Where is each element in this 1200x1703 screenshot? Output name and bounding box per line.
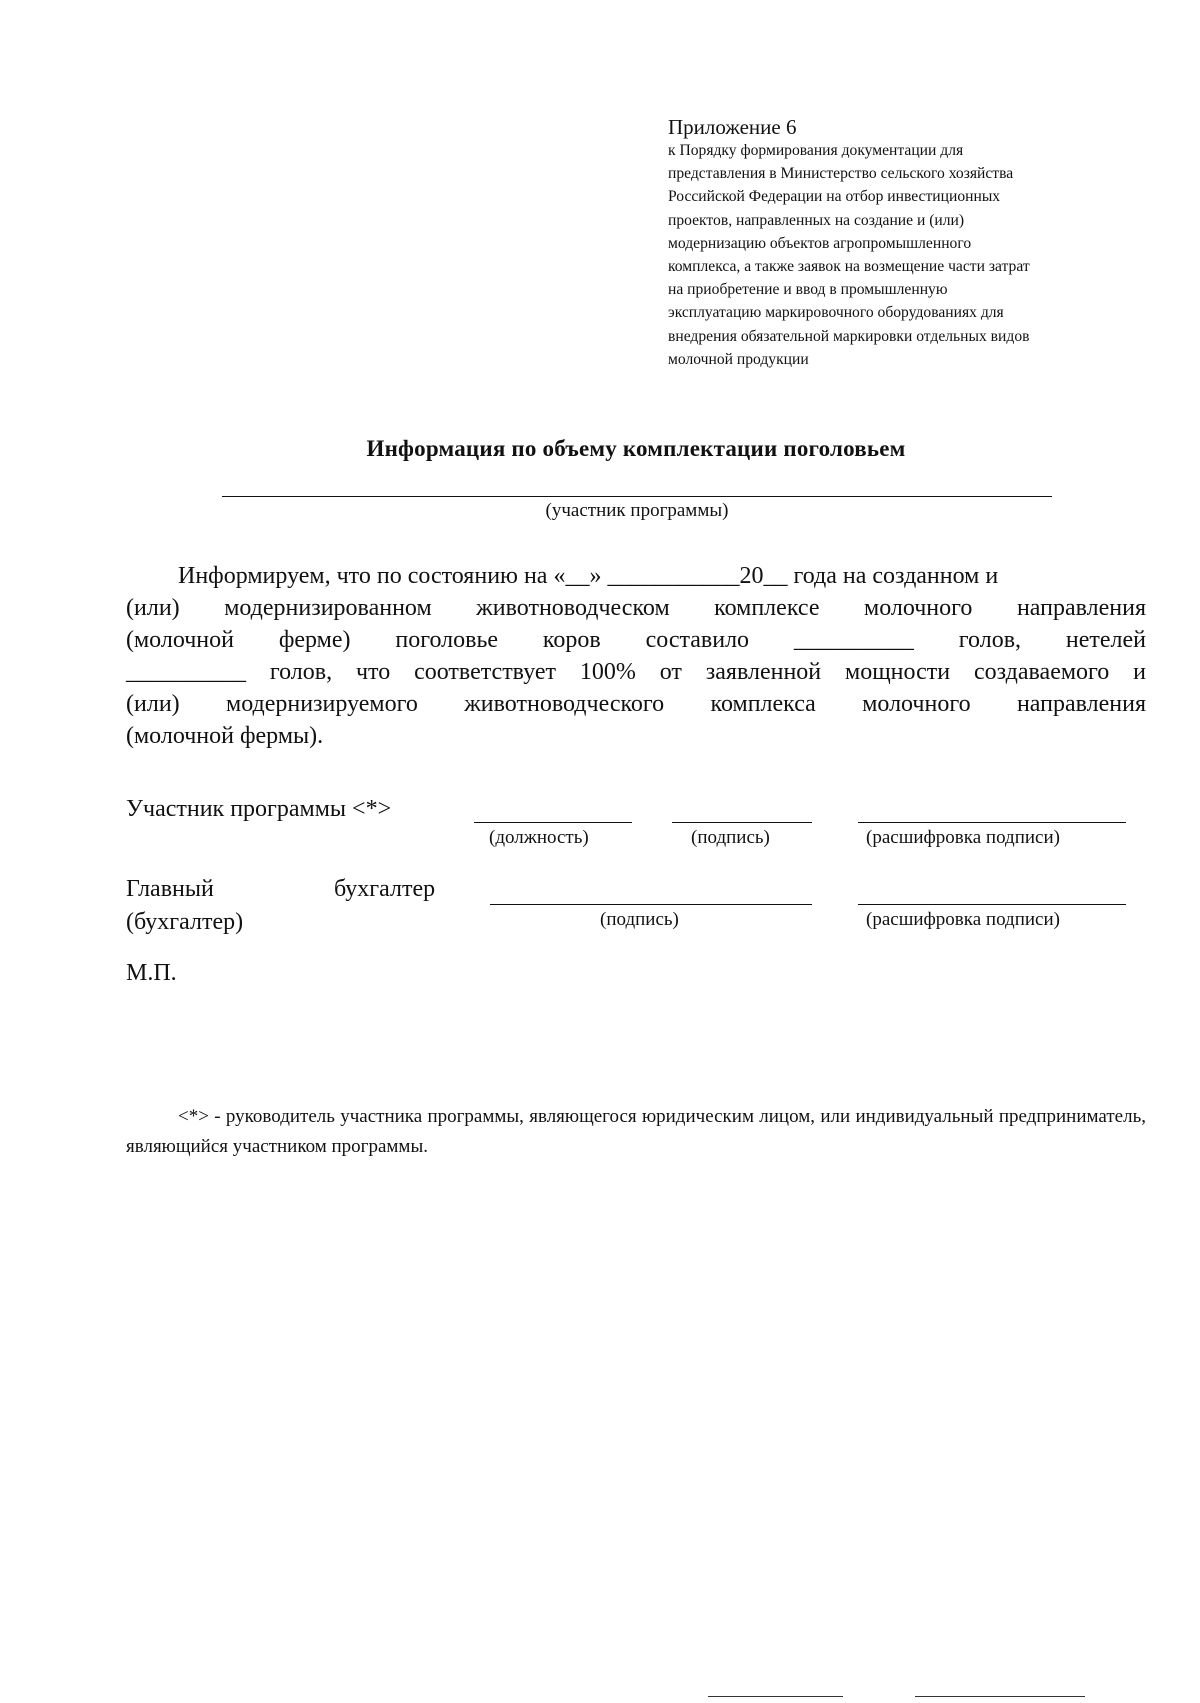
appendix-title: Приложение 6 <box>668 115 797 139</box>
appendix-line: Российской Федерации на отбор инвестиционных <box>668 188 1001 206</box>
scan-artifact-line <box>708 1696 843 1697</box>
chief-label-line2: (бухгалтер) <box>126 909 244 935</box>
footnote <box>126 1102 1146 1162</box>
paragraph-line: (молочной ферме) поголовье коров составило __________ голов, нетелей <box>126 627 1146 653</box>
appendix-line: на приобретение и ввод в промышленную <box>668 281 948 299</box>
participant-name-line[interactable] <box>222 496 1052 497</box>
document-title: Информация по объему комплектации поголовьем <box>366 436 906 461</box>
appendix-line: молочной продукции <box>668 350 809 368</box>
footnote-text: <*> - руководитель участника программы, являющегося юридическим лицом, или индивидуальный предприниматель, являющийся участником программы. <box>126 1106 1146 1157</box>
signature-caption: (подпись) <box>691 827 770 848</box>
chief-label-word2: бухгалтер <box>334 876 436 902</box>
appendix-line: представления в Министерство сельского хозяйства <box>668 165 1014 183</box>
stamp-label: М.П. <box>126 960 177 986</box>
paragraph-line: (молочной фермы). <box>126 723 324 749</box>
chief-signature-caption: (подпись) <box>600 909 679 930</box>
chief-label-word1: Главный <box>126 876 214 902</box>
appendix-block <box>668 115 1148 371</box>
appendix-line: внедрения обязательной маркировки отдельных видов <box>668 327 1030 345</box>
paragraph-line: (или) модернизируемого животноводческого комплекса молочного направления <box>126 691 1146 717</box>
chief-decoding-line[interactable] <box>858 904 1126 905</box>
decoding-line[interactable] <box>858 822 1126 823</box>
participant-label: Участник программы <*> <box>126 796 392 822</box>
participant-caption: (участник программы) <box>545 500 729 521</box>
scan-artifact-line <box>915 1696 1085 1697</box>
appendix-line: модернизацию объектов агропромышленного <box>668 234 972 252</box>
signature-line[interactable] <box>672 822 812 823</box>
appendix-line: эксплуатацию маркировочного оборудованиях для <box>668 304 1004 322</box>
paragraph-line: (или) модернизированном животноводческом комплексе молочного направления <box>126 595 1146 621</box>
position-line[interactable] <box>474 822 632 823</box>
appendix-line: к Порядку формирования документации для <box>668 142 964 159</box>
chief-signature-line[interactable] <box>490 904 812 905</box>
paragraph-line: Информируем, что по состоянию на «__» ___________20__ года на созданном и <box>178 563 999 589</box>
chief-decoding-caption: (расшифровка подписи) <box>866 909 1060 930</box>
appendix-line: комплекса, а также заявок на возмещение части затрат <box>668 258 1030 276</box>
appendix-line: проектов, направленных на создание и (или) <box>668 211 965 229</box>
decoding-caption: (расшифровка подписи) <box>866 827 1060 848</box>
paragraph-line: __________ голов, что соответствует 100% от заявленной мощности создаваемого и <box>126 659 1146 685</box>
appendix-text <box>668 139 1148 371</box>
position-caption: (должность) <box>489 827 589 848</box>
